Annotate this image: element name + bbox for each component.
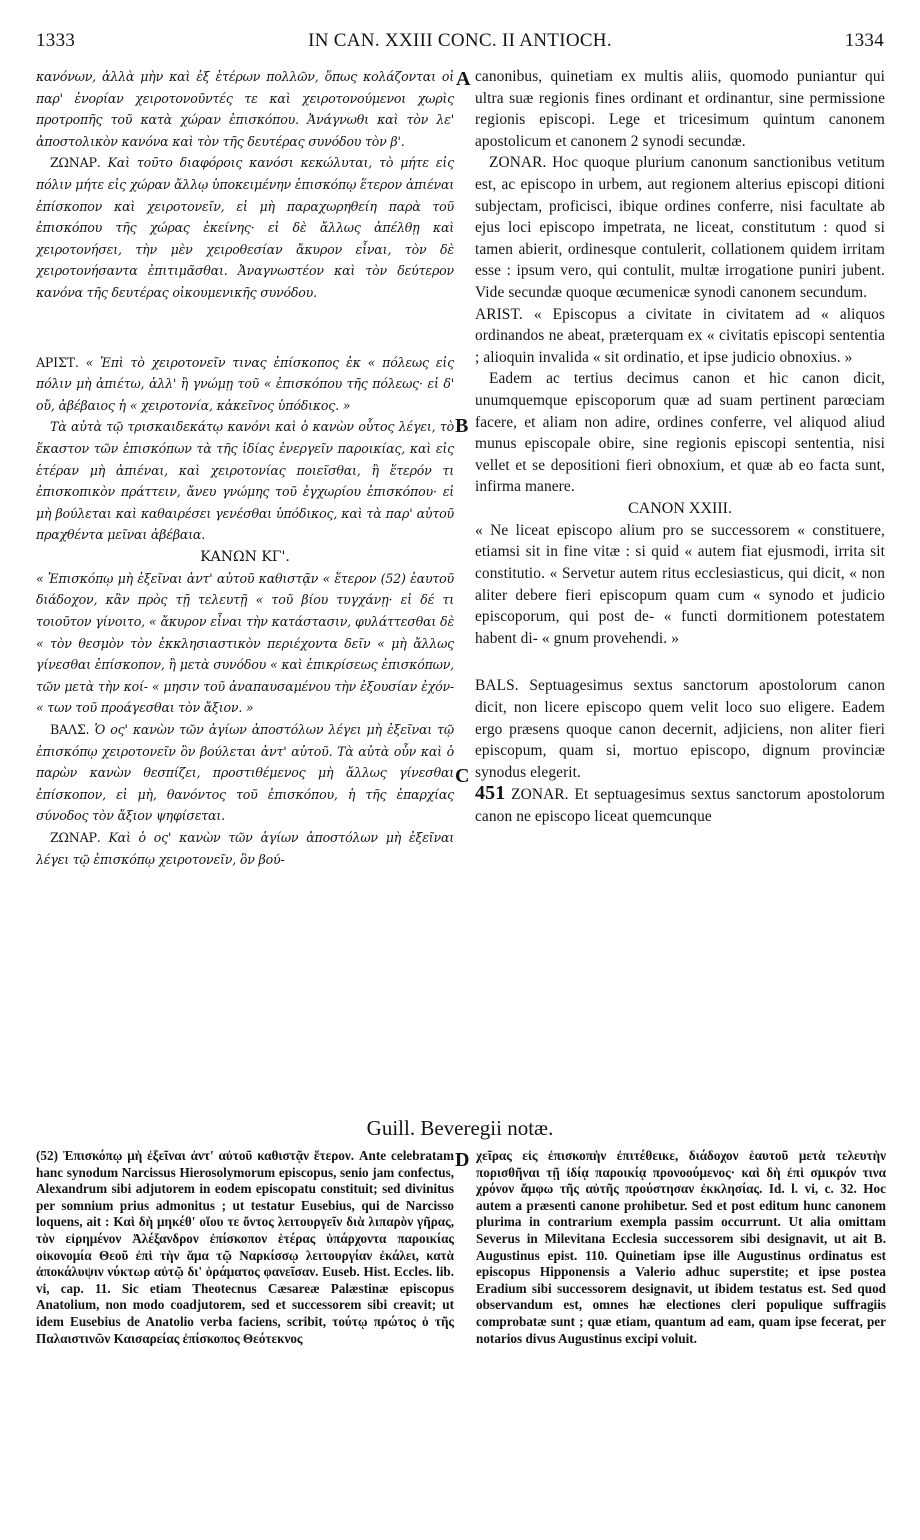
greek-paragraph-zonaras [36,827,454,870]
greek-column [36,66,454,870]
latin-paragraph: Eadem ac tertius decimus canon et hic canon dicit, unumquemque episcoporum quæ ad suam pertinent parœciam facere, et aliam non adire, ordines conferre, vel aliquod aliud munus episcopale obire, sine regionis episcopi sententia, nisi vellet et se depositioni fieri obnoxium, et quæ ab eo facta sunt, infirma manere. [475,370,885,496]
margin-letter-b: B [455,415,469,437]
greek-paragraph-aristenus [36,352,454,417]
note-text: χεῖρας εἰς ἐπισκοπὴν ἐπιτέθεικε, διάδοχον ἑαυτοῦ μετὰ τελευτὴν πορισθῆναι τῇ ἰδίᾳ παροικίᾳ προνοούμενος· καὶ δὴ ἐπὶ σμικρόν τινα χρόνον ἄμφω τῆς αὐτῆς προύστησαν ἐκκλησίας. Id. l. vi, c. 32. Hoc autem a præsenti canone prohibetur. Sed et post editum hunc canonem plurima in contrarium exempla passim occurrunt. Ut alia omittam Severus in Milevitana Ecclesia successorem sibi designavit, ut ait B. Augustinus epist. 110. Quinetiam ipse ille Augustinus ordinatus est episcopus Hipponensis a Valerio adhuc superstite; et ipse postea Eradium sibi successorem designavit, ut ibidem testatus est. Sed quod observandum est, omnes hæ electiones cleri populique suffragiis comprobatæ sunt ; quæ etiam, quantum ad eam, quam ipse fecerat, per notarios divus Augustinus excipi voluit. [476,1148,886,1346]
commentator-label: ΖΩΝΑΡ. [50,155,101,171]
page-number-left: 1333 [36,30,76,51]
latin-column [475,66,885,828]
greek-paragraph: κανόνων, ἀλλὰ μὴν καὶ ἐξ ἑτέρων πολλῶν, ὅπως κολάζονται οἱ παρ' ἐνορίαν χειροτονοῦντές τε καὶ χειροτονούμενοι χωρὶς προτροπῆς τοῦ κατὰ χώραν ἐπισκόπου. Ἀνάγνωθι καὶ τὸν λε' ἀποστολικὸν κανόνα καὶ τὸν τῆς δευτέρας συνόδου τὸν β'. [36,69,454,149]
latin-paragraph-text: Hoc quoque plurium canonum sanctionibus vetitum est, ac episcopo in urbem, aut regionem alterius episcopi ditioni subjectam, proficisci, ibique ordines conferre, nisi facultate ab ejus loci episcopo impetrata, ne liceat, constitutum : quod si tamen abierit, ordinesque contulerit, collationem quidem irritam esse : ipsum vero, qui contulit, multæ irrogatione puniri jubent. Vide secundæ quoque œcumenicæ synodi canonem secundum. [475,154,885,301]
canon-title-greek: ΚΑΝΩΝ ΚΓ'. [200,548,290,565]
canon-title-latin: CANON XXIII. [628,499,732,517]
column-number: 451 [475,782,506,805]
page-header [36,30,884,60]
commentator-label: BALS. [475,677,519,695]
latin-paragraph-text: Et septuagesimus sextus sanctorum apostolorum canon ne episcopo liceat quemcunque [475,786,885,825]
page-number-right: 1334 [844,30,884,51]
commentator-label: ΖΩΝΑΡ. [50,830,101,845]
commentator-label: ΑΡΙΣΤ. [36,354,79,370]
note-text: (52) Ἐπισκόπῳ μὴ ἐξεῖναι ἀντ' αὐτοῦ καθιστᾷν ἕτερον. Ante celebratam hanc synodum Narcissus Hierosolymorum episcopus, senio jam confectus, Alexandrum sibi adjutorem in eodem episcopatu constituit; sed divinitus per somnium prius admonitus ; ut testatur Eusebius, qui de Narcisso loquens, ait : Καὶ δὴ μηκέθ' οἵου τε ὄντος λειτουργεῖν διὰ λιπαρὸν γῆρας, τὸν εἰρημένον Ἀλέξανδρον ἐπίσκοπον ἑτέρας ὑπάρχοντα παροικίας οἰκονομία Θεοῦ ἐπὶ τὴν ἅμα τῷ Ναρκίσσῳ λειτουργίαν ἐκάλει, κατὰ ἀποκάλυψιν νύκτωρ αὐτῷ δι' ὁράματος φανεῖσαν. Euseb. Hist. Eccles. lib. vi, cap. 11. Sic etiam Theotecnus Cæsareæ Palæstinæ episcopus Anatolium, non modo coadjutorem, sed et successorem sibi creavit; ut idem Eusebius de Anatolio verba faciens, scribit, τούτῳ πρώτος ὁ τῆς Παλαιστινῶν Καισαρείας ἐπίσκοπος Θεότεκνος [36,1148,454,1346]
greek-paragraph-balsamon [36,719,454,827]
latin-paragraph-zonaras [475,152,885,303]
greek-paragraph: Τὰ αὐτὰ τῷ τρισκαιδεκάτῳ κανόνι καὶ ὁ κανὼν οὗτος λέγει, τὸ ἕκαστον τῶν ἐπισκόπων τὰ τῆς ἰδίας ἐνεργεῖν παροικίας, καὶ εἰς ἑτέραν μὴ ἀπιέναι, καὶ χειροτονίας ποιεῖσθαι, ἢ ἕτερόν τι ἐπισκοπικὸν πράττειν, ἄνευ γνώμης τοῦ ἐγχωρίου ἐπισκόπου· εἰ μὴ βούλεται καὶ καθαιρέσει γενέσθαι ὑπόδικος, καὶ τὰ παρ' αὐτοῦ πραχθέντα μεῖναι ἀβέβαια. [36,419,454,543]
latin-paragraph-aristenus [475,304,885,369]
latin-paragraph-text: Septuagesimus sextus sanctorum apostolorum canon dicit, non licere episcopo quem velit loco suo eligere. Eadem ergo præsens quoque canon decernit, adjiciens, non aliter fieri episcopum, quam si, mortuo episcopo, dignum provinciæ synodus elegerit. [475,677,885,781]
latin-paragraph-zonaras [475,783,885,827]
margin-letter-d: D [455,1149,470,1171]
latin-paragraph-text: « Episcopus a civitate in civitatem ad « aliquos ordinandos ne abeat, præterquam ex « civitatis episcopi sententia ; alioquin invalida « sit ordinatio, et ipse judicio obnoxius. » [475,305,885,366]
notes-right-column [476,1148,886,1347]
notes-left-column [36,1148,454,1347]
commentator-label: ZONAR. [489,154,547,172]
margin-letter-c: C [455,765,470,787]
commentator-label: ARIST. [475,305,523,323]
commentator-label: ΒΑΛΣ. [50,722,90,738]
greek-paragraph-zonaras [36,152,454,303]
greek-paragraph-text: Ὁ ος' κανὼν τῶν ἁγίων ἀποστόλων λέγει μὴ ἐξεῖναι τῷ ἐπισκόπῳ χειροτονεῖν ὃν βούλεται ἀντ' αὐτοῦ. Τὰ αὐτὰ οὖν καὶ ὁ παρὼν κανὼν θεσπίζει, προστιθέμενος μὴ ἄλλως γίνεσθαι ἐπίσκοπον, εἰ μὴ, θανόντος τοῦ ἐπισκόπου, ἡ τῆς ἐπαρχίας σύνοδος τὸν ἄξιον ψηφίσεται. [36,722,454,824]
margin-letter-a: A [456,68,471,90]
canon-text-latin: « Ne liceat episcopo alium pro se successorem « constituere, etiamsi sit in fine vitæ : si quid « autem fiat ejusmodi, irrita sit constitutio. « Servetur autem ritus ecclesiasticus, qui dicit, « non aliter debere fieri episcopum quam cum « synodo et judicio episcoporum, qui post de- « functi dormitionem potestatem habent di- « gnum provehendi. » [475,521,885,647]
greek-paragraph-text: Καὶ τοῦτο διαφόροις κανόσι κεκώλυται, τὸ μήτε εἰς πόλιν μήτε εἰς χώραν ἄλλῳ ὑποκειμένην ἐπισκόπῳ ἕτερον ἀπιέναι ἐπίσκοπον καὶ χειροτονεῖν, εἰ μὴ παραχωρηθείη παρὰ τοῦ ἐπισκόπου τῆς χώρας ἐκείνης· εἰ δὲ ἄλλως ἀπέλθῃ καὶ χειροτονήσει, τὴν μὲν χειροθεσίαν ἄκυρον εἶναι, τὸν δὲ χειροτονήσαντα ἐπιτιμᾶσθαι. Ἀναγνωστέον καὶ τὸν δεύτερον κανόνα τῆς δευτέρας οἰκουμενικῆς συνόδου. [36,155,454,300]
notes-heading: Guill. Beveregii notæ. [366,1116,554,1140]
canon-text-greek: « Ἐπισκόπῳ μὴ ἐξεῖναι ἀντ' αὐτοῦ καθιστᾷν « ἕτερον (52) ἑαυτοῦ διάδοχον, κἂν πρὸς τῇ τελευτῇ « τοῦ βίου τυγχάνῃ· εἰ δέ τι τοιοῦτον γίνοιτο, « ἄκυρον εἶναι τὴν κατάστασιν, φυλάττεσθαι δὲ « τὸν θεσμὸν τὸν ἐκκλησιαστικὸν περιέχοντα δεῖν « μὴ ἄλλως γίνεσθαι ἐπίσκοπον, ἢ μετὰ συνόδου « καὶ ἐπικρίσεως ἐπισκόπων, τῶν μετὰ τὴν κοί- « μησιν τοῦ ἀναπαυσαμένου τὴν ἐξουσίαν ἐχόν- « των τοῦ προάγεσθαι τὸν ἄξιον. » [36,570,454,716]
commentator-label: ZONAR. [511,786,569,804]
running-head: IN CAN. XXIII CONC. II ANTIOCH. [308,30,612,51]
greek-paragraph-text: Καὶ ὁ ος' κανὼν τῶν ἁγίων ἀποστόλων μὴ ἐξεῖναι λέγει τῷ ἐπισκόπῳ χειροτονεῖν, ὃν βού- [36,830,454,867]
latin-paragraph-balsamon [475,675,885,783]
latin-paragraph: canonibus, quinetiam ex multis aliis, quomodo puniantur qui ultra suæ regionis fines ordinant et ordinantur, sine permissione regionis episcopi. Lege et tricesimum quintum canonem apostolicum et canonem 2 synodi secundæ. [475,68,885,150]
greek-paragraph-text: « Ἐπὶ τὸ χειροτονεῖν τινας ἐπίσκοπος ἐκ « πόλεως εἰς πόλιν μὴ ἀπιέτω, ἀλλ' ἢ γνώμῃ τοῦ « ἐπισκόπου τῆς πόλεως· εἰ δ' οὔ, ἀβέβαιος ἡ « χειροτονία, κἀκεῖνος ὑπόδικος. » [36,354,455,413]
